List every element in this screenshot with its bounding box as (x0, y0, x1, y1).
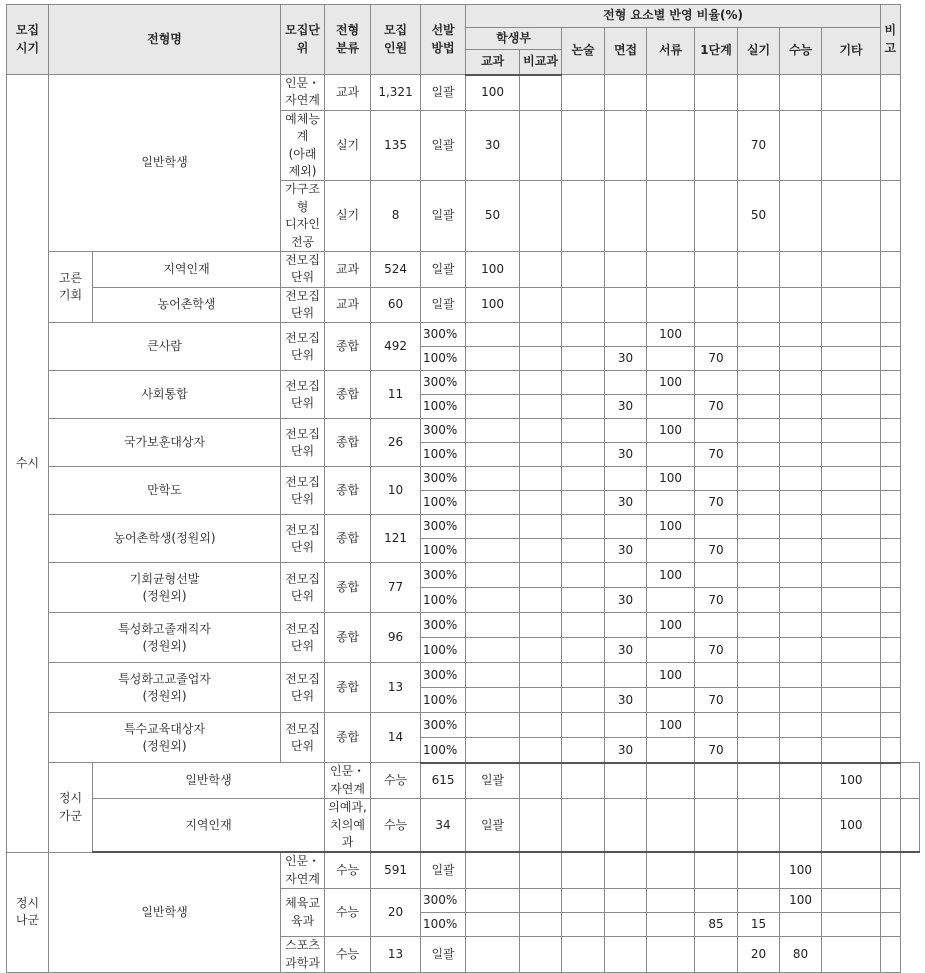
documents-ratio: 100 (647, 419, 695, 443)
quota-cell: 615 (421, 763, 466, 799)
header-non-subjects: 비교과 (520, 50, 562, 75)
method-cell: 일괄 (466, 763, 520, 799)
interview-ratio: 30 (605, 588, 647, 613)
stage1-ratio: 70 (695, 588, 738, 613)
quota-cell: 11 (371, 371, 421, 419)
type-rural: 농어촌학생 (93, 287, 281, 323)
header-method: 선발 방법 (421, 5, 466, 75)
category-cell: 수능 (325, 889, 371, 937)
method-final: 100% (421, 491, 466, 515)
type-general: 일반학생 (49, 75, 281, 252)
stage1-ratio: 85 (695, 913, 738, 937)
quota-cell: 14 (371, 713, 421, 763)
method-cell: 일괄 (421, 110, 466, 181)
method-stage1: 300% (421, 713, 466, 738)
quota-cell: 8 (371, 181, 421, 252)
header-interview: 면접 (605, 28, 647, 75)
type-comprehensive: 특성화고졸재직자 (정원외) (49, 613, 281, 663)
header-period: 모집 시기 (7, 5, 49, 75)
documents-ratio: 100 (647, 713, 695, 738)
documents-ratio: 100 (647, 467, 695, 491)
quota-cell: 10 (371, 467, 421, 515)
unit-cell: 전모집단위 (281, 563, 325, 613)
type-comprehensive: 기회균형선발 (정원외) (49, 563, 281, 613)
csat-ratio: 100 (780, 852, 822, 888)
unit-cell: 예체능계 (아래 제외) (281, 110, 325, 181)
header-documents: 서류 (647, 28, 695, 75)
method-cell: 일괄 (421, 251, 466, 287)
type-comprehensive: 국가보훈대상자 (49, 419, 281, 467)
quota-cell: 135 (371, 110, 421, 181)
method-stage1: 300% (421, 419, 466, 443)
unit-cell: 전모집단위 (281, 613, 325, 663)
category-cell: 종합 (325, 371, 371, 419)
stage1-ratio: 70 (695, 395, 738, 419)
header-type-name: 전형명 (49, 5, 281, 75)
quota-cell: 524 (371, 251, 421, 287)
unit-cell: 전모집단위 (281, 323, 325, 371)
type-comprehensive: 만학도 (49, 467, 281, 515)
category-cell: 종합 (325, 323, 371, 371)
type-general: 일반학생 (49, 852, 281, 972)
method-final: 100% (421, 539, 466, 563)
unit-cell: 스포츠과학과 (281, 937, 325, 973)
category-cell: 종합 (325, 467, 371, 515)
method-stage1: 300% (421, 889, 466, 913)
unit-cell: 인문・자연계 (325, 763, 371, 799)
category-cell: 수능 (371, 763, 421, 799)
unit-cell: 의예과, 치의예과 (325, 799, 371, 853)
method-stage1: 300% (421, 563, 466, 588)
method-final: 100% (421, 347, 466, 371)
subjects-ratio: 100 (466, 75, 520, 111)
method-stage1: 300% (421, 613, 466, 638)
unit-cell: 전모집단위 (281, 663, 325, 713)
header-student-record: 학생부 (466, 28, 562, 50)
category-cell: 종합 (325, 515, 371, 563)
period-jeongsi-na: 정시 나군 (7, 852, 49, 972)
unit-cell: 전모집단위 (281, 467, 325, 515)
interview-ratio: 30 (605, 347, 647, 371)
category-cell: 종합 (325, 713, 371, 763)
period-susi: 수시 (7, 75, 49, 853)
unit-cell: 체육교육과 (281, 889, 325, 937)
interview-ratio: 30 (605, 443, 647, 467)
method-final: 100% (421, 395, 466, 419)
subjects-ratio: 100 (466, 287, 520, 323)
stage1-ratio: 70 (695, 347, 738, 371)
interview-ratio: 30 (605, 395, 647, 419)
header-category: 전형 분류 (325, 5, 371, 75)
method-stage1: 300% (421, 323, 466, 347)
unit-cell: 전모집단위 (281, 251, 325, 287)
documents-ratio: 100 (647, 663, 695, 688)
quota-cell: 26 (371, 419, 421, 467)
category-cell: 종합 (325, 613, 371, 663)
category-cell: 수능 (371, 799, 421, 853)
category-cell: 종합 (325, 563, 371, 613)
quota-cell: 13 (371, 663, 421, 713)
unit-cell: 전모집단위 (281, 515, 325, 563)
quota-cell: 1,321 (371, 75, 421, 111)
subjects-ratio: 50 (466, 181, 520, 252)
method-cell: 일괄 (421, 75, 466, 111)
csat-ratio: 100 (822, 799, 881, 853)
quota-cell: 60 (371, 287, 421, 323)
documents-ratio: 100 (647, 323, 695, 347)
period-jeongsi-ga: 정시 가군 (49, 763, 93, 852)
quota-cell: 77 (371, 563, 421, 613)
documents-ratio: 100 (647, 613, 695, 638)
quota-cell: 96 (371, 613, 421, 663)
method-stage1: 300% (421, 663, 466, 688)
csat-ratio: 80 (780, 937, 822, 973)
category-cell: 교과 (325, 75, 371, 111)
quota-cell: 34 (421, 799, 466, 853)
header-practical: 실기 (738, 28, 780, 75)
documents-ratio: 100 (647, 371, 695, 395)
interview-ratio: 30 (605, 491, 647, 515)
quota-cell: 492 (371, 323, 421, 371)
unit-cell: 전모집단위 (281, 287, 325, 323)
stage1-ratio: 70 (695, 443, 738, 467)
method-stage1: 300% (421, 371, 466, 395)
type-regional: 지역인재 (93, 251, 281, 287)
interview-ratio: 30 (605, 688, 647, 713)
stage1-ratio: 70 (695, 638, 738, 663)
header-unit: 모집단위 (281, 5, 325, 75)
header-subjects: 교과 (466, 50, 520, 75)
interview-ratio: 30 (605, 539, 647, 563)
method-cell: 일괄 (421, 937, 466, 973)
header-csat: 수능 (780, 28, 822, 75)
type-comprehensive: 큰사람 (49, 323, 281, 371)
unit-cell: 전모집단위 (281, 371, 325, 419)
method-final: 100% (421, 913, 466, 937)
documents-ratio: 100 (647, 563, 695, 588)
method-final: 100% (421, 688, 466, 713)
type-regional: 지역인재 (93, 799, 325, 853)
category-cell: 수능 (325, 937, 371, 973)
method-final: 100% (421, 588, 466, 613)
interview-ratio: 30 (605, 638, 647, 663)
header-stage1: 1단계 (695, 28, 738, 75)
header-ratio-title: 전형 요소별 반영 비율(%) (466, 5, 881, 28)
method-final: 100% (421, 638, 466, 663)
quota-cell: 591 (371, 852, 421, 888)
category-cell: 실기 (325, 110, 371, 181)
method-cell: 일괄 (466, 799, 520, 853)
method-final: 100% (421, 738, 466, 763)
documents-ratio: 100 (647, 515, 695, 539)
admission-table (6, 4, 920, 973)
category-cell: 교과 (325, 287, 371, 323)
unit-cell: 전모집단위 (281, 419, 325, 467)
type-equal-opportunity: 고른 기회 (49, 251, 93, 323)
stage1-ratio: 70 (695, 491, 738, 515)
method-cell: 일괄 (421, 852, 466, 888)
unit-cell: 인문・자연계 (281, 75, 325, 111)
type-comprehensive: 농어촌학생(정원외) (49, 515, 281, 563)
method-final: 100% (421, 443, 466, 467)
stage1-ratio: 70 (695, 539, 738, 563)
category-cell: 수능 (325, 852, 371, 888)
header-note: 비고 (881, 5, 900, 75)
type-general: 일반학생 (93, 763, 325, 799)
type-comprehensive: 특수교육대상자 (정원외) (49, 713, 281, 763)
type-comprehensive: 특성화고교졸업자 (정원외) (49, 663, 281, 713)
header-essay: 논술 (562, 28, 605, 75)
practical-ratio: 70 (738, 110, 780, 181)
method-stage1: 300% (421, 515, 466, 539)
category-cell: 종합 (325, 663, 371, 713)
method-stage1: 300% (421, 467, 466, 491)
category-cell: 실기 (325, 181, 371, 252)
unit-cell: 가구조형 디자인전공 (281, 181, 325, 252)
category-cell: 교과 (325, 251, 371, 287)
csat-ratio: 100 (780, 889, 822, 913)
unit-cell: 인문・자연계 (281, 852, 325, 888)
practical-ratio: 50 (738, 181, 780, 252)
method-cell: 일괄 (421, 287, 466, 323)
practical-ratio: 20 (738, 937, 780, 973)
stage1-ratio: 70 (695, 688, 738, 713)
quota-cell: 20 (371, 889, 421, 937)
interview-ratio: 30 (605, 738, 647, 763)
method-cell: 일괄 (421, 181, 466, 252)
quota-cell: 13 (371, 937, 421, 973)
unit-cell: 전모집단위 (281, 713, 325, 763)
practical-ratio: 15 (738, 913, 780, 937)
header-other: 기타 (822, 28, 881, 75)
csat-ratio: 100 (822, 763, 881, 799)
category-cell: 종합 (325, 419, 371, 467)
subjects-ratio: 100 (466, 251, 520, 287)
stage1-ratio: 70 (695, 738, 738, 763)
subjects-ratio: 30 (466, 110, 520, 181)
type-comprehensive: 사회통합 (49, 371, 281, 419)
quota-cell: 121 (371, 515, 421, 563)
header-quota: 모집 인원 (371, 5, 421, 75)
